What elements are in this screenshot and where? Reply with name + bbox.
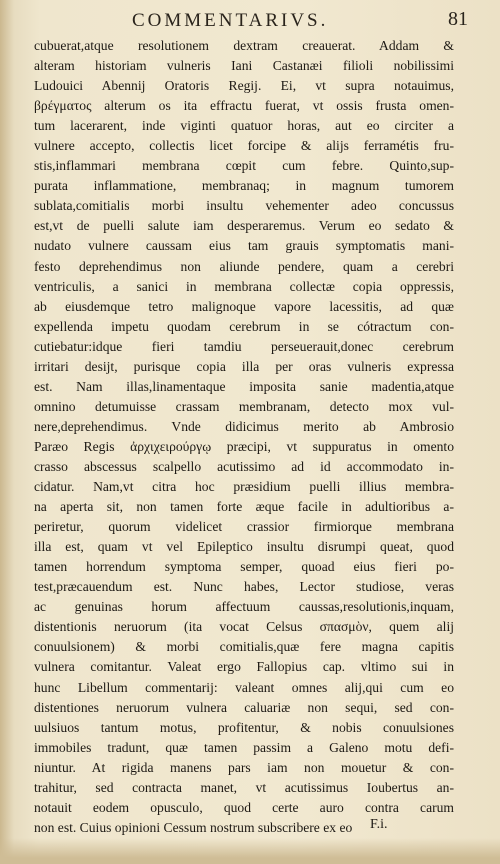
- text-line: crasso abscessus scalpello acutissimo ad id accommodato in-: [34, 458, 454, 474]
- text-line: nudato vulnere caussam eius tam grauis symptomatis mani-: [34, 238, 454, 254]
- text-line: stis,inflammari membrana cœpit cum febre. Quinto,sup-: [34, 158, 454, 174]
- text-line: immobiles tradunt, quæ tamen passim a Galeno motu defi-: [34, 739, 454, 755]
- text-line: vulnera comitantur. Valeat ergo Fallopius cap. vltimo sui in: [34, 659, 454, 675]
- text-line: est,vt de puelli salute iam desperaremus. Verum eo sedato &: [34, 218, 454, 234]
- running-head: COMMENTARIVS.: [132, 10, 329, 31]
- text-line: notauit eodem opusculo, quod certe auro contra carum: [34, 799, 454, 815]
- text-line: niuntur. At rigida manens pars iam non mouetur & con-: [34, 759, 454, 775]
- text-line: test,præcauendum est. Nunc habes, Lector studiose, veras: [34, 579, 454, 595]
- page-number: 81: [448, 8, 468, 30]
- text-line: distentiones neruorum vulnera caluariæ non sequi, sed con-: [34, 699, 454, 715]
- text-line: alteram historiam vulneris Iani Castanæi filioli nobilissimi: [34, 58, 454, 74]
- text-line: conuulsionem) & morbi comitialis,quæ fere magna capitis: [34, 639, 454, 655]
- text-line: non est. Cuius opinioni Cessum nostrum subscribere ex eo: [34, 819, 353, 835]
- text-line: na aperta sit, non tamen forte æque facile in adultioribus a-: [34, 499, 454, 515]
- text-line: tamen horrendum symptoma semper, quoad eius fieri po-: [34, 559, 454, 575]
- text-line: ab eiusdemque tetro malignoque vapore lacessitis, ad quæ: [34, 298, 454, 314]
- text-line: est. Nam illas,linamentaque imposita sanie madentia,atque: [34, 378, 454, 394]
- text-line: sublata,comitialis morbi insultu vehementer adeo concussus: [34, 198, 454, 214]
- text-line: festo deprehendimus non aliunde pendere, quam a cerebri: [34, 258, 454, 274]
- text-line: nere,deprehendimus. Vnde didicimus merito ab Ambrosio: [34, 418, 454, 434]
- body-text: [34, 36, 454, 838]
- text-line: cutiebatur:idque fieri tamdiu perseuerauit,donec cerebrum: [34, 338, 454, 354]
- text-line: trahitur, sed contracta manet, vt acutissimus Ioubertus an-: [34, 779, 454, 795]
- text-line: distentionis neruorum (ita vocat Celsus σπασμὸν, quem alij: [34, 619, 454, 635]
- text-line: ventriculis, a sanici in membrana collectæ copia oppressis,: [34, 278, 454, 294]
- page-header: [0, 6, 500, 36]
- text-line: uulsiuos tantum motus, profitentur, & nobis conuulsiones: [34, 719, 454, 735]
- signature-mark: F.i.: [370, 817, 388, 832]
- text-line: βρέγματος alterum os ita effractu fuerat, vt ossis frusta omen-: [34, 98, 454, 114]
- text-line: Paræo Regis ἀρχιχειρούργῳ præcipi, vt suppuratus in omento: [34, 438, 454, 454]
- text-line: cidatur. Nam,vt citra hoc præsidium puelli illius membra-: [34, 479, 454, 495]
- text-line: Ludouici Abennij Oratoris Regij. Ei, vt supra notauimus,: [34, 78, 454, 94]
- text-line: vulnere accepto, collectis licet forcipe & alijs ferramétis fru-: [34, 138, 454, 154]
- text-line: illa est, quam vt vel Epileptico insultu disrumpi queat, quod: [34, 539, 454, 555]
- text-line: purata inflammatione, membranaq; in magnum tumorem: [34, 178, 454, 194]
- text-line: expellenda impetu quodam cerebrum in se cótractum con-: [34, 318, 454, 334]
- text-line: ac genuinas horum affectuum caussas,resolutionis,inquam,: [34, 599, 454, 615]
- text-line: periretur, quorum videlicet crassior firmiorque membrana: [34, 519, 454, 535]
- text-line: irritari desijt, purisque copia illa per oras vulneris expressa: [34, 358, 454, 374]
- text-line: cubuerat,atque resolutionem dextram creauerat. Addam &: [34, 38, 454, 53]
- text-line: tum lacerarent, inde viginti quatuor horas, aut eo circiter a: [34, 118, 454, 134]
- text-line: hunc Libellum commentarij: valeant omnes alij,qui cum eo: [34, 679, 454, 695]
- text-line: omnino detumuisse crassam membranam, detecto mox vul-: [34, 398, 454, 414]
